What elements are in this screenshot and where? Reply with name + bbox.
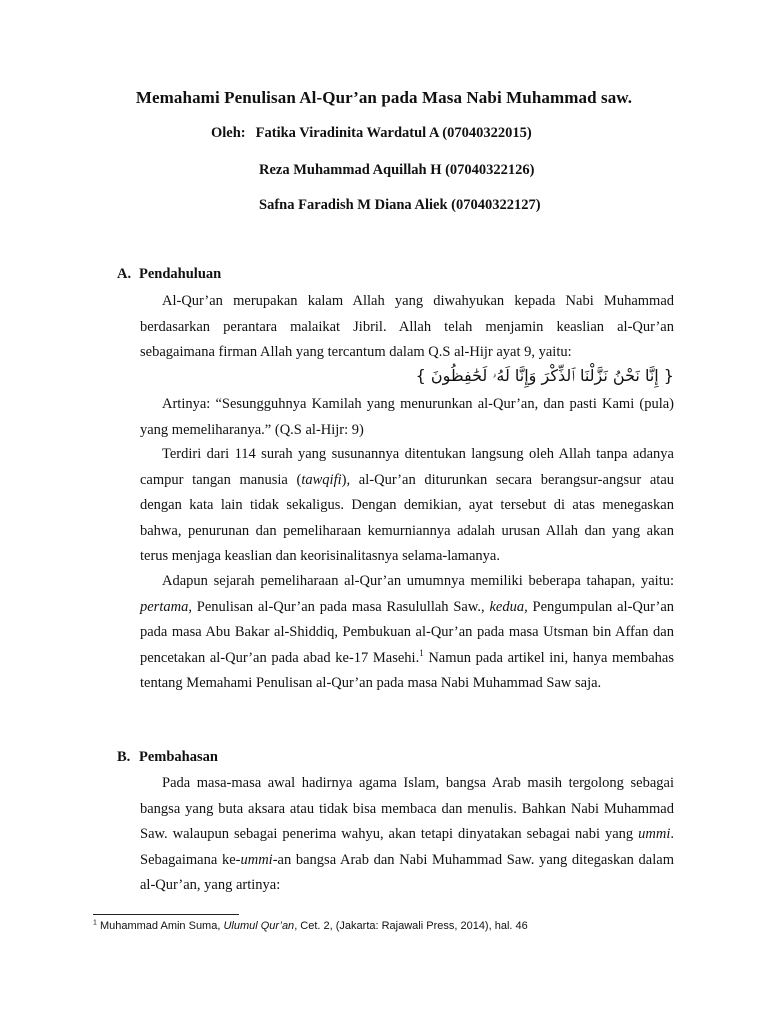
footnote-divider: [93, 914, 239, 915]
text-run: . Sebagaimana ke-: [140, 826, 674, 868]
italic-term: kedua,: [489, 598, 528, 615]
italic-term: Ulumul Qur’an: [223, 920, 295, 932]
author-line-2: Reza Muhammad Aquillah H (07040322126): [259, 162, 535, 178]
footnote-ref[interactable]: 1: [419, 647, 424, 658]
authors-label: Oleh:: [211, 125, 246, 141]
italic-term: pertama,: [140, 598, 192, 615]
arabic-verse: { إِنَّا نَحْنُ نَزَّلْنَا ٱلذِّكْرَ وَإِنَّا لَهُۥ لَحَٰفِظُونَ }: [415, 366, 674, 385]
text-run: Terdiri dari 114 surah yang susunannya ditentukan langsung oleh Allah tanpa adanya campur tangan manusia (: [140, 446, 674, 488]
text-run: Adapun sejarah pemeliharaan al-Qur’an umumnya memiliki beberapa tahapan, yaitu:: [162, 573, 674, 589]
text-run: , Cet. 2, (Jakarta: Rajawali Press, 2014), hal. 46: [294, 920, 528, 932]
paragraph: [140, 442, 674, 570]
document-title: Memahami Penulisan Al-Qur’an pada Masa Nabi Muhammad saw.: [135, 88, 633, 107]
section-heading-pendahuluan: [117, 266, 221, 283]
author-line-1: [211, 125, 532, 142]
text-run: Namun pada artikel ini, hanya membahas tentang Memahami Penulisan al-Qur’an pada masa Nabi Muhammad Saw saja.: [140, 649, 675, 692]
text-run: Pada masa-masa awal hadirnya agama Islam, bangsa Arab masih tergolong sebagai bangsa yang buta aksara atau tidak bisa membaca dan menulis. Bahkan Nabi Muhammad Saw. walaupun sebagai penerima wahyu, akan tetapi dinyatakan sebagai nabi yang: [140, 775, 674, 843]
author-line-3: Safna Faradish M Diana Aliek (07040322127): [259, 197, 541, 213]
footnote: [93, 920, 528, 932]
section-letter: A.: [117, 266, 132, 282]
text-run: Penulisan al-Qur’an pada masa Rasulullah Saw.,: [191, 598, 490, 615]
italic-term: tawqifi: [301, 471, 342, 488]
section-title: Pendahuluan: [139, 266, 222, 282]
author-name: Fatika Viradinita Wardatul A (07040322015): [255, 125, 532, 141]
paragraph: [140, 569, 674, 697]
section-letter: B.: [117, 749, 131, 765]
paragraph: [140, 771, 674, 899]
italic-term: ummi: [240, 851, 273, 868]
text-run: -an bangsa Arab dan Nabi Muhammad Saw. yang ditegaskan dalam al-Qur’an, yang artinya:: [140, 851, 674, 894]
paragraph: Artinya: “Sesungguhnya Kamilah yang menurunkan al-Qur’an, dan pasti Kami (pula) yang memeliharanya.” (Q.S al-Hijr: 9): [140, 396, 674, 438]
section-title: Pembahasan: [139, 749, 218, 765]
italic-term: ummi: [638, 826, 671, 843]
text-run: ), al-Qur’an diturunkan secara berangsur-angsur atau dengan kata lain tidak sekaligus. Dengan demikian, ayat tersebut di atas menegaskan bahwa, penurunan dan pemeliharaan kemurniannya adalah urusan Allah dan yang akan terus menjaga keaslian dan keorisinalitasnya selama-lamanya.: [140, 471, 675, 565]
paragraph: Al-Qur’an merupakan kalam Allah yang diwahyukan kepada Nabi Muhammad berdasarkan perantara malaikat Jibril. Allah telah menjamin keaslian al-Qur’an sebagaimana firman Allah yang tercantum dalam Q.S al-Hijr ayat 9, yaitu:: [140, 293, 674, 361]
footnote-number: 1: [93, 919, 97, 927]
text-run: Pengumpulan al-Qur’an pada masa Abu Bakar al-Shiddiq, Pembukuan al-Qur’an pada masa Utsman bin Affan dan pencetakan al-Qur’an pada abad ke-17 Masehi.: [140, 598, 674, 666]
section-heading-pembahasan: [117, 749, 218, 766]
text-run: Muhammad Amin Suma,: [96, 920, 224, 932]
